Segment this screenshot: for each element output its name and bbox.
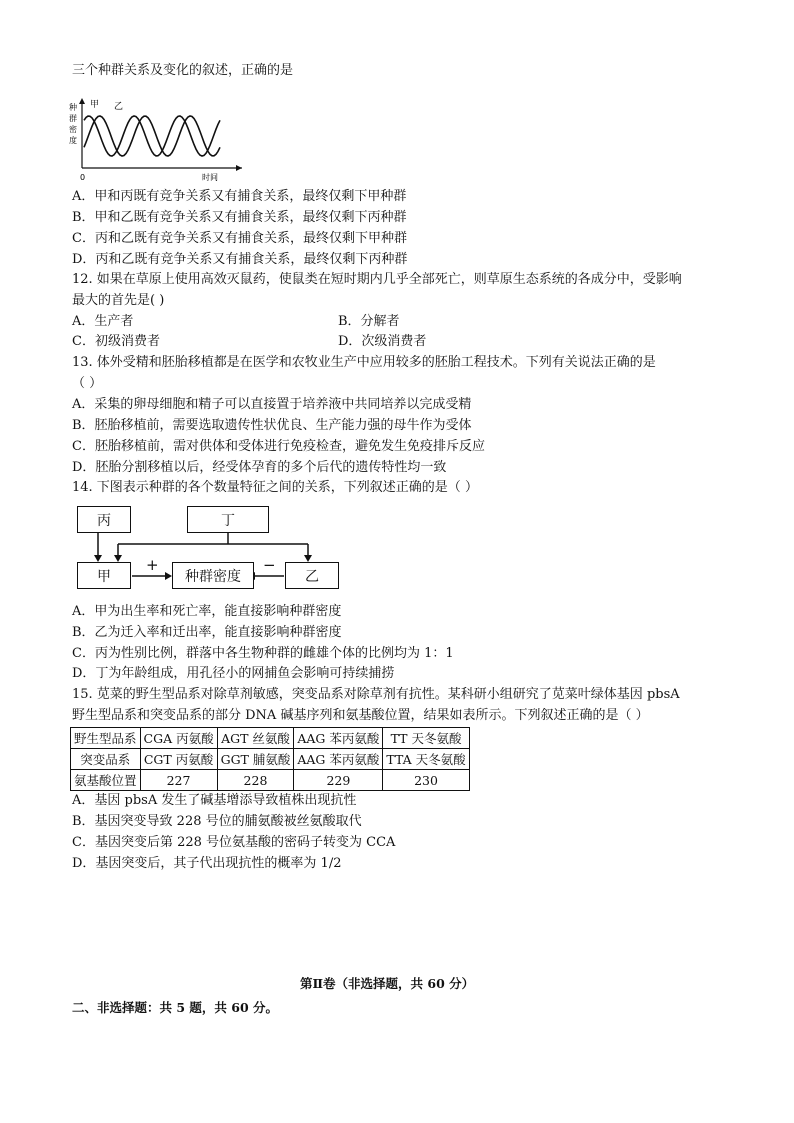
q12-option-b[interactable]: B．分解者: [338, 314, 400, 329]
q13-option-c[interactable]: C．胚胎移植前，需对供体和受体进行免疫检查，避免发生免疫排斥反应: [72, 439, 485, 454]
table-cell: AGT 丝氨酸: [217, 728, 294, 749]
table-cell: 氨基酸位置: [71, 770, 141, 791]
table-cell: 229: [294, 770, 383, 791]
q14-option-a[interactable]: A．甲为出生率和死亡率，能直接影响种群密度: [72, 604, 342, 619]
q15-option-b[interactable]: B．基因突变导致 228 号位的脯氨酸被丝氨酸取代: [72, 814, 362, 829]
part2-section-heading: 二、非选择题：共 5 题，共 60 分。: [72, 1000, 279, 1015]
graph-ylabel-char: 种: [69, 103, 77, 112]
table-cell: TTA 天冬氨酸: [383, 749, 469, 770]
q15-option-c[interactable]: C．基因突变后第 228 号位氨基酸的密码子转变为 CCA: [72, 835, 396, 850]
q14-stem: 14. 下图表示种群的各个数量特征之间的关系，下列叙述正确的是（ ）: [72, 480, 478, 495]
diagram-box-ding: 丁: [187, 506, 269, 533]
q11-option-a[interactable]: A．甲和丙既有竞争关系又有捕食关系，最终仅剩下甲种群: [72, 189, 407, 204]
q11-option-b[interactable]: B．甲和乙既有竞争关系又有捕食关系，最终仅剩下丙种群: [72, 210, 407, 225]
table-cell: 230: [383, 770, 469, 791]
table-cell: CGT 丙氨酸: [140, 749, 217, 770]
q12-stem-line1: 12. 如果在草原上使用高效灭鼠药，使鼠类在短时期内几乎全部死亡，则草原生态系统的各成分中，受影响: [72, 272, 682, 287]
table-cell: GGT 脯氨酸: [217, 749, 294, 770]
population-density-graph: [68, 96, 248, 186]
q14-option-b[interactable]: B．乙为迁入率和迁出率，能直接影响种群密度: [72, 625, 342, 640]
diagram-box-bing: 丙: [77, 506, 131, 533]
table-cell: TT 天冬氨酸: [383, 728, 469, 749]
gene-sequence-table: [70, 727, 470, 791]
table-cell: AAG 苯丙氨酸: [294, 728, 383, 749]
q13-option-d[interactable]: D．胚胎分割移植以后，经受体孕育的多个后代的遗传特性均一致: [72, 460, 447, 475]
q12-stem-line2: 最大的首先是( ): [72, 293, 165, 308]
table-cell: 227: [140, 770, 217, 791]
table-cell: 228: [217, 770, 294, 791]
q13-stem-line1: 13. 体外受精和胚胎移植都是在医学和农牧业生产中应用较多的胚胎工程技术。下列有关说法正确的是: [72, 355, 656, 370]
q11-option-c[interactable]: C．丙和乙既有竞争关系又有捕食关系，最终仅剩下甲种群: [72, 231, 407, 246]
graph-origin: 0: [80, 173, 86, 182]
graph-x-arrow: [236, 165, 242, 171]
diagram-box-population-density: 种群密度: [172, 562, 254, 589]
diagram-plus-sign: +: [146, 556, 159, 574]
table-cell: 野生型品系: [71, 728, 141, 749]
table-row: [71, 728, 470, 749]
graph-ylabel-char: 度: [69, 136, 77, 145]
q15-stem-line1: 15. 苋菜的野生型品系对除草剂敏感，突变品系对除草剂有抗性。某科研小组研究了苋菜叶绿体基因 pbsA: [72, 687, 680, 702]
part2-title: 第Ⅱ卷（非选择题，共 60 分）: [300, 976, 475, 991]
table-row: [71, 749, 470, 770]
graph-label-series-a: 甲: [90, 100, 100, 110]
graph-label-series-b: 乙: [114, 102, 124, 112]
q13-stem-line2: （ ）: [72, 376, 103, 391]
q11-stem: 三个种群关系及变化的叙述，正确的是: [72, 63, 294, 78]
q11-option-d[interactable]: D．丙和乙既有竞争关系又有捕食关系，最终仅剩下丙种群: [72, 252, 408, 267]
diagram-box-jia: 甲: [77, 562, 131, 589]
diagram-box-yi: 乙: [285, 562, 339, 589]
q12-option-c[interactable]: C．初级消费者: [72, 334, 160, 349]
table-row: [71, 770, 470, 791]
q15-option-a[interactable]: A．基因 pbsA 发生了碱基增添导致植株出现抗性: [72, 793, 357, 808]
q14-option-c[interactable]: C．丙为性别比例，群落中各生物种群的雌雄个体的比例均为 1：1: [72, 646, 454, 661]
table-cell: AAG 苯丙氨酸: [294, 749, 383, 770]
q15-stem-line2: 野生型品系和突变品系的部分 DNA 碱基序列和氨基酸位置，结果如表所示。下列叙述正确的是（ ）: [72, 708, 649, 723]
q14-option-d[interactable]: D．丁为年龄组成，用孔径小的网捕鱼会影响可持续捕捞: [72, 666, 395, 681]
graph-ylabel-char: 密: [69, 125, 77, 134]
graph-y-arrow: [79, 98, 85, 104]
q13-option-a[interactable]: A．采集的卵母细胞和精子可以直接置于培养液中共同培养以完成受精: [72, 397, 472, 412]
graph-curve-series-a: [84, 116, 220, 156]
graph-xlabel: 时间: [202, 173, 218, 182]
q13-option-b[interactable]: B．胚胎移植前，需要选取遗传性状优良、生产能力强的母牛作为受体: [72, 418, 472, 433]
q15-option-d[interactable]: D．基因突变后，其子代出现抗性的概率为 1/2: [72, 856, 342, 871]
q12-option-a[interactable]: A．生产者: [72, 314, 134, 329]
diagram-minus-sign: −: [263, 556, 276, 574]
q12-option-d[interactable]: D．次级消费者: [338, 334, 427, 349]
graph-ylabel-char: 群: [69, 114, 77, 123]
table-cell: 突变品系: [71, 749, 141, 770]
table-cell: CGA 丙氨酸: [140, 728, 217, 749]
